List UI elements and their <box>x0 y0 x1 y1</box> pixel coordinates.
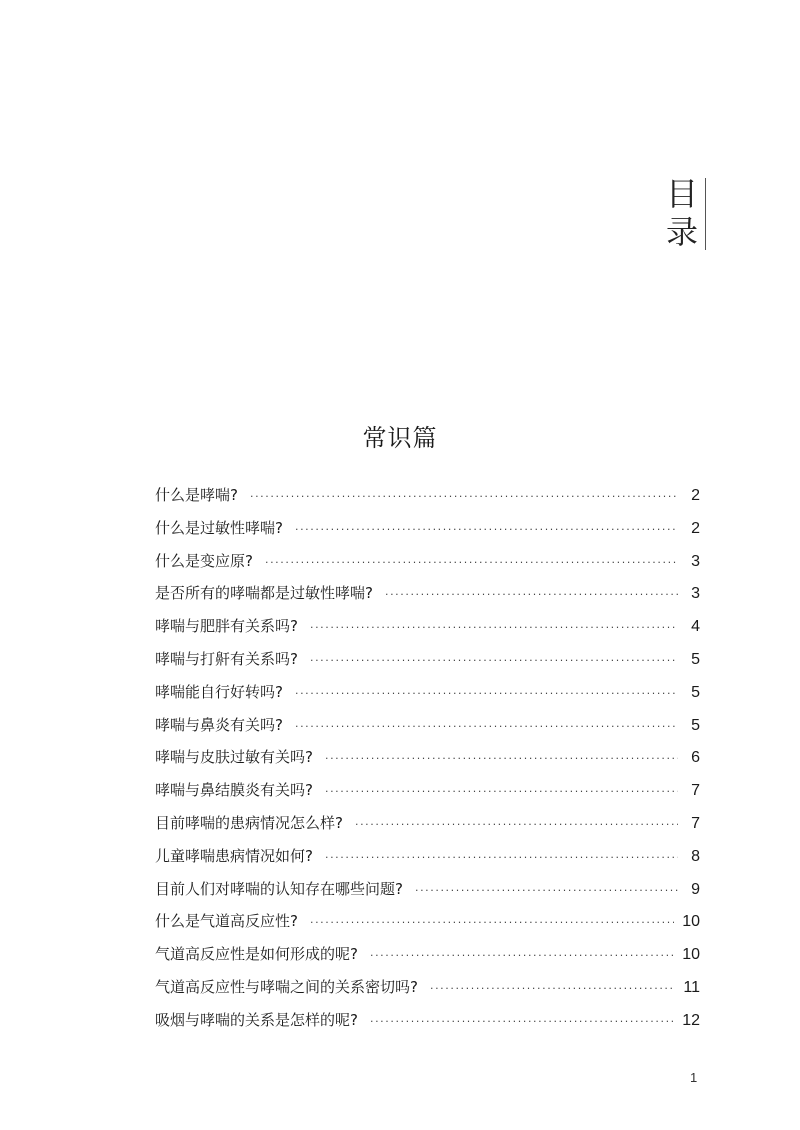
leader-dots <box>250 481 678 513</box>
toc-entry-page: 3 <box>691 552 700 570</box>
toc-entry-page: 3 <box>691 585 700 603</box>
toc-entry-page: 10 <box>682 913 700 931</box>
toc-entry[interactable] <box>155 577 700 610</box>
leader-dots <box>415 875 678 907</box>
leader-dots <box>325 743 678 775</box>
toc-entry[interactable] <box>155 512 700 545</box>
toc-entry[interactable] <box>155 741 700 774</box>
page-title-char: 目 <box>665 175 698 213</box>
leader-dots <box>430 973 675 1005</box>
toc-entry-page: 7 <box>691 782 700 800</box>
toc-entry-page: 12 <box>682 1011 700 1029</box>
leader-dots <box>385 579 678 611</box>
toc-entry[interactable] <box>155 479 700 512</box>
leader-dots <box>370 940 674 972</box>
toc-entry[interactable] <box>155 873 700 906</box>
toc-entry-title: 气道高反应性是如何形成的呢? <box>155 945 358 964</box>
toc-entry-title: 哮喘与肥胖有关系吗? <box>155 617 298 636</box>
toc-entry-page: 6 <box>691 749 700 767</box>
toc-entry-title: 什么是变应原? <box>155 551 253 570</box>
leader-dots <box>295 711 678 743</box>
toc-entry[interactable] <box>155 676 700 709</box>
toc-entry-title: 什么是气道高反应性? <box>155 912 298 931</box>
leader-dots <box>295 678 678 710</box>
toc-entry-title: 吸烟与哮喘的关系是怎样的呢? <box>155 1010 358 1029</box>
toc-entry-title: 什么是过敏性哮喘? <box>155 518 283 537</box>
toc-entry-title: 是否所有的哮喘都是过敏性哮喘? <box>155 584 373 603</box>
toc-entry-title: 目前哮喘的患病情况怎么样? <box>155 813 343 832</box>
toc-entry[interactable] <box>155 545 700 578</box>
toc-entry-title: 儿童哮喘患病情况如何? <box>155 846 313 865</box>
toc-entry-title: 哮喘与鼻炎有关吗? <box>155 715 283 734</box>
toc-entry-page: 11 <box>683 978 700 996</box>
leader-dots <box>310 907 674 939</box>
toc-entry-page: 10 <box>682 946 700 964</box>
leader-dots <box>325 776 678 808</box>
toc-entry[interactable] <box>155 971 700 1004</box>
toc-entry-page: 9 <box>691 880 700 898</box>
leader-dots <box>325 842 678 874</box>
toc-entry[interactable] <box>155 643 700 676</box>
toc-entry-title: 气道高反应性与哮喘之间的关系密切吗? <box>155 977 418 996</box>
toc-entry[interactable] <box>155 840 700 873</box>
toc-entry-title: 哮喘与鼻结膜炎有关吗? <box>155 781 313 800</box>
leader-dots <box>310 645 678 677</box>
page-title-char: 录 <box>665 213 698 251</box>
toc-entry[interactable] <box>155 807 700 840</box>
toc-entry-page: 2 <box>691 487 700 504</box>
section-heading: 常识篇 <box>362 424 438 452</box>
toc-entry[interactable] <box>155 709 700 742</box>
toc-entry-page: 4 <box>691 618 700 636</box>
table-of-contents <box>155 479 700 1037</box>
toc-entry-title: 哮喘能自行好转吗? <box>155 682 283 701</box>
toc-entry-title: 目前人们对哮喘的认知存在哪些问题? <box>155 879 403 898</box>
toc-entry-page: 7 <box>691 814 700 832</box>
leader-dots <box>265 547 678 579</box>
toc-entry-title: 什么是哮喘? <box>155 486 238 504</box>
leader-dots <box>295 514 678 546</box>
leader-dots <box>355 809 678 841</box>
toc-entry[interactable] <box>155 905 700 938</box>
leader-dots <box>370 1006 674 1038</box>
toc-entry[interactable] <box>155 1004 700 1037</box>
toc-entry-page: 5 <box>691 650 700 668</box>
toc-entry[interactable] <box>155 610 700 643</box>
toc-entry[interactable] <box>155 938 700 971</box>
leader-dots <box>310 612 678 644</box>
toc-entry-page: 5 <box>691 683 700 701</box>
toc-entry[interactable] <box>155 774 700 807</box>
title-divider <box>705 178 706 250</box>
toc-entry-title: 哮喘与打鼾有关系吗? <box>155 649 298 668</box>
page-title <box>664 176 708 252</box>
page-number: 1 <box>690 1070 698 1085</box>
toc-entry-page: 2 <box>691 519 700 537</box>
toc-entry-page: 8 <box>691 847 700 865</box>
toc-entry-title: 哮喘与皮肤过敏有关吗? <box>155 748 313 767</box>
toc-entry-page: 5 <box>691 716 700 734</box>
